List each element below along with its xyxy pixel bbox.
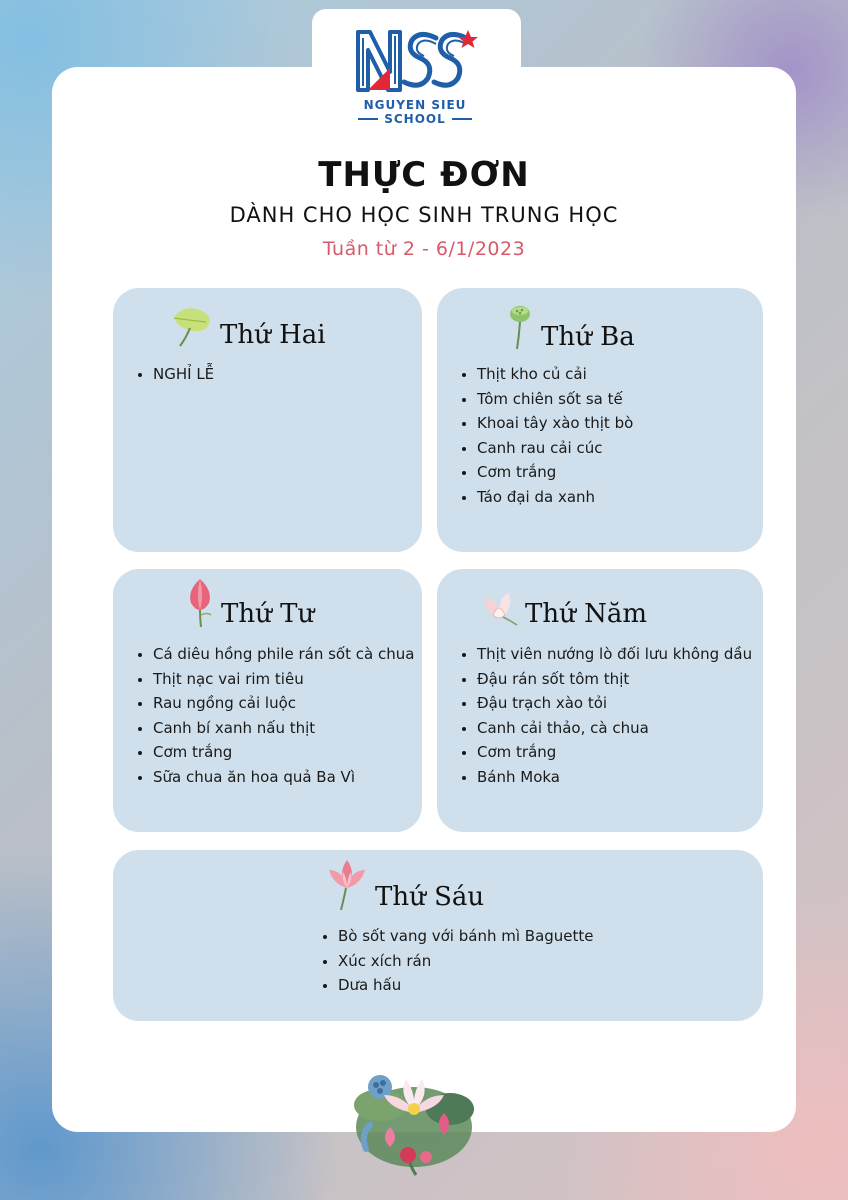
week-range: Tuần từ 2 - 6/1/2023 xyxy=(322,238,526,260)
menu-item: • Cơm trắng xyxy=(477,460,633,485)
day-card-thursday xyxy=(437,569,763,832)
green-lotus-leaf-icon xyxy=(168,304,214,348)
menu-item: • Canh bí xanh nấu thịt xyxy=(153,716,414,741)
lotus-seed-pod-icon xyxy=(507,302,535,350)
menu-item: • Đậu trạch xào tỏi xyxy=(477,691,752,716)
menu-list xyxy=(318,924,594,998)
day-header xyxy=(325,858,484,910)
menu-item: • Khoai tây xào thịt bò xyxy=(477,411,633,436)
day-title: Thứ Sáu xyxy=(375,882,485,912)
menu-item: • Tôm chiên sốt sa tế xyxy=(477,387,633,412)
day-card-friday xyxy=(113,850,763,1021)
menu-item: • Cá diêu hồng phile rán sốt cà chua xyxy=(153,642,414,667)
menu-item: • Cơm trắng xyxy=(153,740,414,765)
menu-item: • Đậu rán sốt tôm thịt xyxy=(477,667,752,692)
logo-school-name: NGUYEN SIEU xyxy=(363,98,467,112)
day-title: Thứ Hai xyxy=(220,320,326,350)
menu-item: • NGHỈ LỄ xyxy=(153,362,214,387)
logo-school-label xyxy=(340,112,490,126)
day-title: Thứ Ba xyxy=(541,322,635,352)
menu-item: • Thịt viên nướng lò đối lưu không dầu xyxy=(477,642,752,667)
day-title: Thứ Tư xyxy=(221,599,315,629)
menu-item: • Thịt kho củ cải xyxy=(477,362,633,387)
menu-item: • Bánh Moka xyxy=(477,765,752,790)
day-card-tuesday xyxy=(437,288,763,552)
day-header xyxy=(507,302,635,350)
pink-lotus-flower-icon xyxy=(325,858,369,910)
white-lotus-flower-icon xyxy=(479,591,519,627)
menu-item: • Rau ngồng cải luộc xyxy=(153,691,414,716)
logo-divider-right xyxy=(452,118,472,120)
day-header xyxy=(479,591,647,627)
menu-item: • Bò sốt vang với bánh mì Baguette xyxy=(338,924,594,949)
menu-item: • Dưa hấu xyxy=(338,973,594,998)
day-card-wednesday xyxy=(113,569,422,832)
menu-item: • Táo đại da xanh xyxy=(477,485,633,510)
logo-divider-left xyxy=(358,118,378,120)
menu-item: • Canh cải thảo, cà chua xyxy=(477,716,752,741)
menu-item: • Xúc xích rán xyxy=(338,949,594,974)
menu-list xyxy=(457,642,752,790)
day-title: Thứ Năm xyxy=(525,599,648,629)
page-subtitle: DÀNH CHO HỌC SINH TRUNG HỌC xyxy=(229,203,619,227)
menu-item: • Canh rau cải cúc xyxy=(477,436,633,461)
menu-item: • Sữa chua ăn hoa quả Ba Vì xyxy=(153,765,414,790)
school-logo xyxy=(340,24,490,136)
day-header xyxy=(168,304,326,348)
menu-item: • Thịt nạc vai rim tiêu xyxy=(153,667,414,692)
pink-lotus-bud-icon xyxy=(185,577,215,627)
menu-list xyxy=(133,362,214,387)
nss-logo-mark-icon xyxy=(350,24,480,96)
menu-item: • Cơm trắng xyxy=(477,740,752,765)
day-card-monday xyxy=(113,288,422,552)
lotus-bouquet-icon xyxy=(350,1065,478,1177)
page-title: THỰC ĐƠN xyxy=(318,155,530,195)
menu-list xyxy=(133,642,414,790)
menu-list xyxy=(457,362,633,510)
logo-school-word: SCHOOL xyxy=(384,112,446,126)
day-header xyxy=(185,577,314,627)
